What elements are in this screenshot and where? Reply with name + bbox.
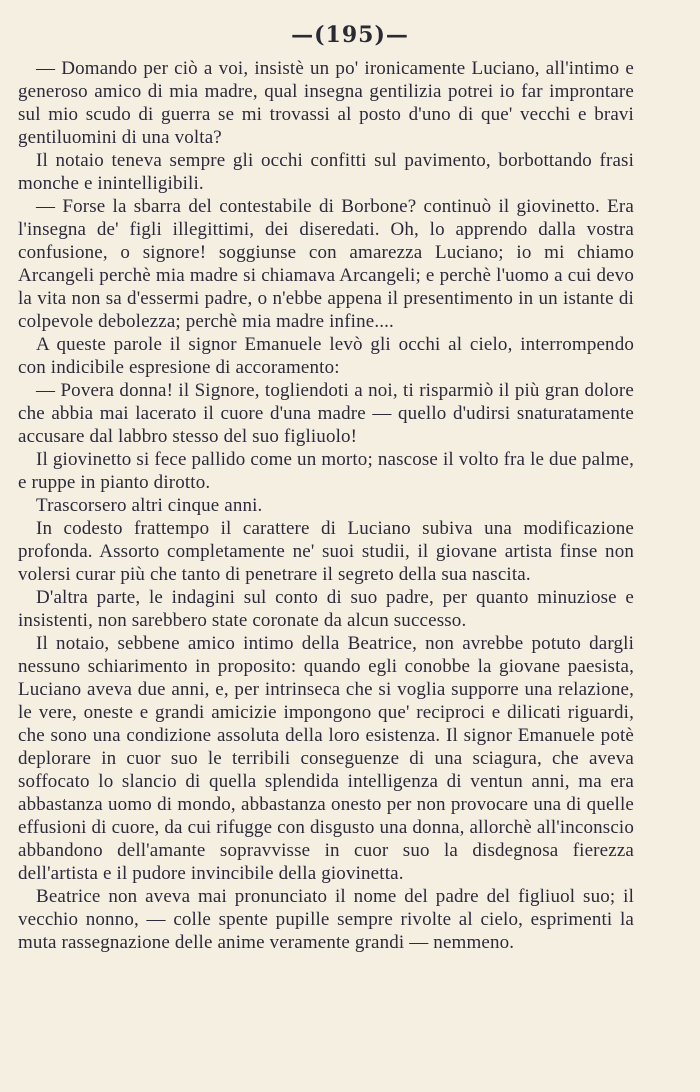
paragraph-11: Beatrice non aveva mai pronunciato il nome del padre del figliuol suo; il vecchio nonno, — colle spente pupille sempre rivolte al cielo, esprimenti la muta rassegnazione delle anime veramente grandi — nemmeno.	[18, 886, 634, 953]
paragraph-4: A queste parole il signor Emanuele levò gli occhi al cielo, interrompendo con indicibile espresione di accoramento:	[18, 334, 634, 378]
paragraph-1: — Domando per ciò a voi, insistè un po' ironicamente Luciano, all'intimo e generoso amico di mia madre, qual insegna gentilizia potrei io far improntare sul mio scudo di guerra se mi trovassi al posto d'uno di que' vecchi e bravi gentiluomini di una volta?	[18, 58, 634, 148]
paragraph-7: Trascorsero altri cinque anni.	[36, 495, 263, 516]
page-number: —(195)—	[291, 22, 409, 48]
paragraph-2: Il notaio teneva sempre gli occhi confitti sul pavimento, borbottando frasi monche e inintelligibili.	[18, 150, 634, 194]
body-text	[18, 57, 634, 954]
paragraph-10: Il notaio, sebbene amico intimo della Beatrice, non avrebbe potuto dargli nessuno schiarimento in proposito: quando egli conobbe la giovane paesista, Luciano aveva due anni, e, per intrinseca che si voglia supporre una relazione, le vere, oneste e grandi amicizie impongono que' reciproci e dilicati riguardi, che sono una condizione assoluta della loro esistenza. Il signor Emanuele potè deplorare in cuor suo le terribili conseguenze di una sciagura, che aveva soffocato lo slancio di quella splendida intelligenza di ventun anni, ma era abbastanza uomo di mondo, abbastanza onesto per non provocare una di quelle effusioni di cuore, da cui rifugge con disgusto una donna, allorchè all'inconscio abbandono dell'amante sopravvisse in cuor suo la disdegnosa fierezza dell'artista e il pudore invincibile della giovinetta.	[18, 633, 634, 884]
paragraph-5: — Povera donna! il Signore, togliendoti a noi, ti risparmiò il più gran dolore che abbia mai lacerato il cuore d'una madre — quello d'udirsi snaturatamente accusare dal labbro stesso del suo figliuolo!	[18, 380, 634, 447]
paragraph-3: — Forse la sbarra del contestabile di Borbone? continuò il giovinetto. Era l'insegna de' figli illegittimi, dei diseredati. Oh, lo apprendo dalla vostra confusione, o signore! soggiunse con amarezza Luciano; io mi chiamo Arcangeli perchè mia madre si chiamava Arcangeli; e perchè l'uomo a cui devo la vita non sa d'essermi padre, o n'ebbe appena il presentimento in un istante di colpevole debolezza; perchè mia madre infine....	[18, 196, 634, 332]
paragraph-6: Il giovinetto si fece pallido come un morto; nascose il volto fra le due palme, e ruppe in pianto dirotto.	[18, 449, 634, 493]
paragraph-9: D'altra parte, le indagini sul conto di suo padre, per quanto minuziose e insistenti, non sarebbero state coronate da alcun successo.	[18, 587, 634, 631]
paragraph-8: In codesto frattempo il carattere di Luciano subiva una modificazione profonda. Assorto completamente ne' suoi studii, il giovane artista finse non volersi curar più che tanto di penetrare il segreto della sua nascita.	[18, 518, 634, 585]
